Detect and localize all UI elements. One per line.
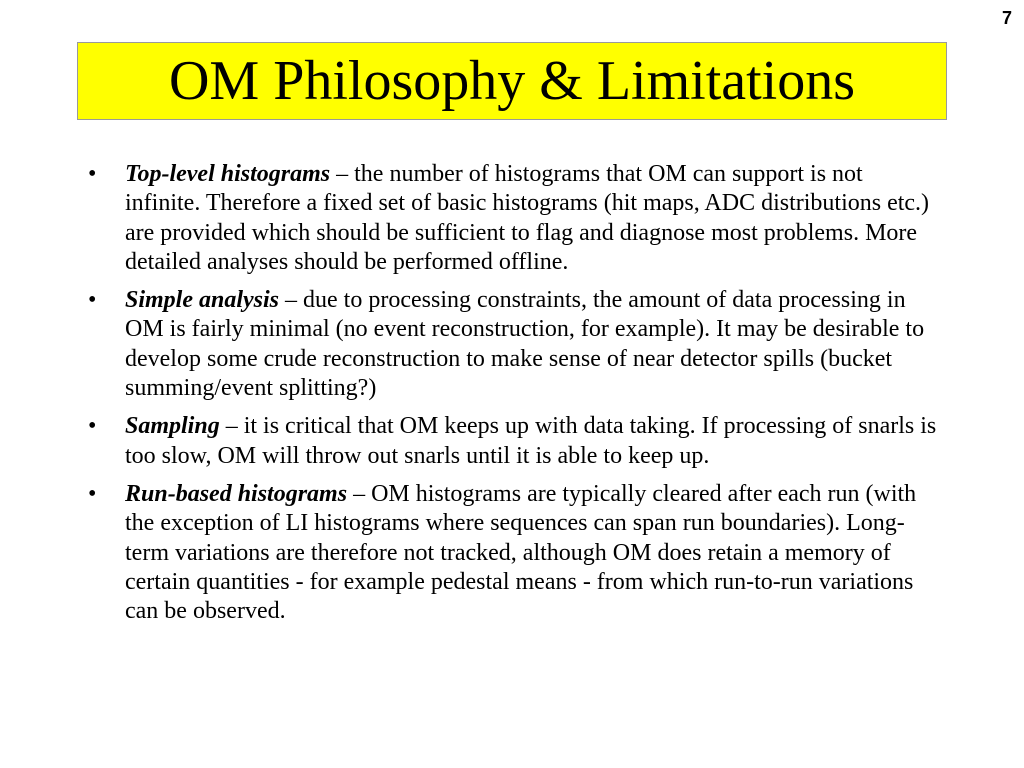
bullet-text: – it is critical that OM keeps up with data taking. If processing of snarls is too slow, OM will throw out snarls until it is able to keep up.	[125, 413, 937, 469]
bullet-marker: •	[88, 287, 97, 314]
bullet-item-run-based-histograms	[88, 480, 938, 626]
bullet-marker: •	[88, 161, 97, 187]
bullet-text: – due to processing constraints, the amount of data processing in OM is fairly minimal (no event reconstruction, for example). It may be desirable to develop some crude reconstruction to make sense of near detector spills (bucket summing/event splitting?)	[125, 287, 925, 402]
bullet-item-top-level-histograms	[88, 160, 938, 277]
bullet-term: Sampling	[125, 413, 220, 440]
bullet-term: Run-based histograms	[125, 480, 348, 507]
bullet-term: Simple analysis	[125, 287, 280, 314]
bullet-text: – the number of histograms that OM can support is not infinite. Therefore a fixed set of basic histograms (hit maps, ADC distributions etc.) are provided which should be sufficient to flag and diagnose most problems. More detailed analyses should be performed offline.	[125, 161, 930, 275]
bullet-list	[88, 160, 938, 626]
page-number: 7	[1001, 8, 1012, 28]
bullet-text: – OM histograms are typically cleared after each run (with the exception of LI histograms where sequences can span run boundaries). Long-term variations are therefore not tracked, although OM does retain a memory of certain quantities - for example pedestal means - from which run-to-run variations can be observed.	[125, 480, 917, 625]
title-banner	[77, 42, 947, 120]
bullet-item-simple-analysis	[88, 286, 938, 403]
slide-title: OM Philosophy & Limitations	[168, 50, 856, 112]
bullet-marker: •	[88, 480, 97, 507]
bullet-marker: •	[88, 413, 97, 440]
bullet-item-sampling	[88, 412, 938, 471]
bullet-term: Top-level histograms	[125, 161, 331, 187]
